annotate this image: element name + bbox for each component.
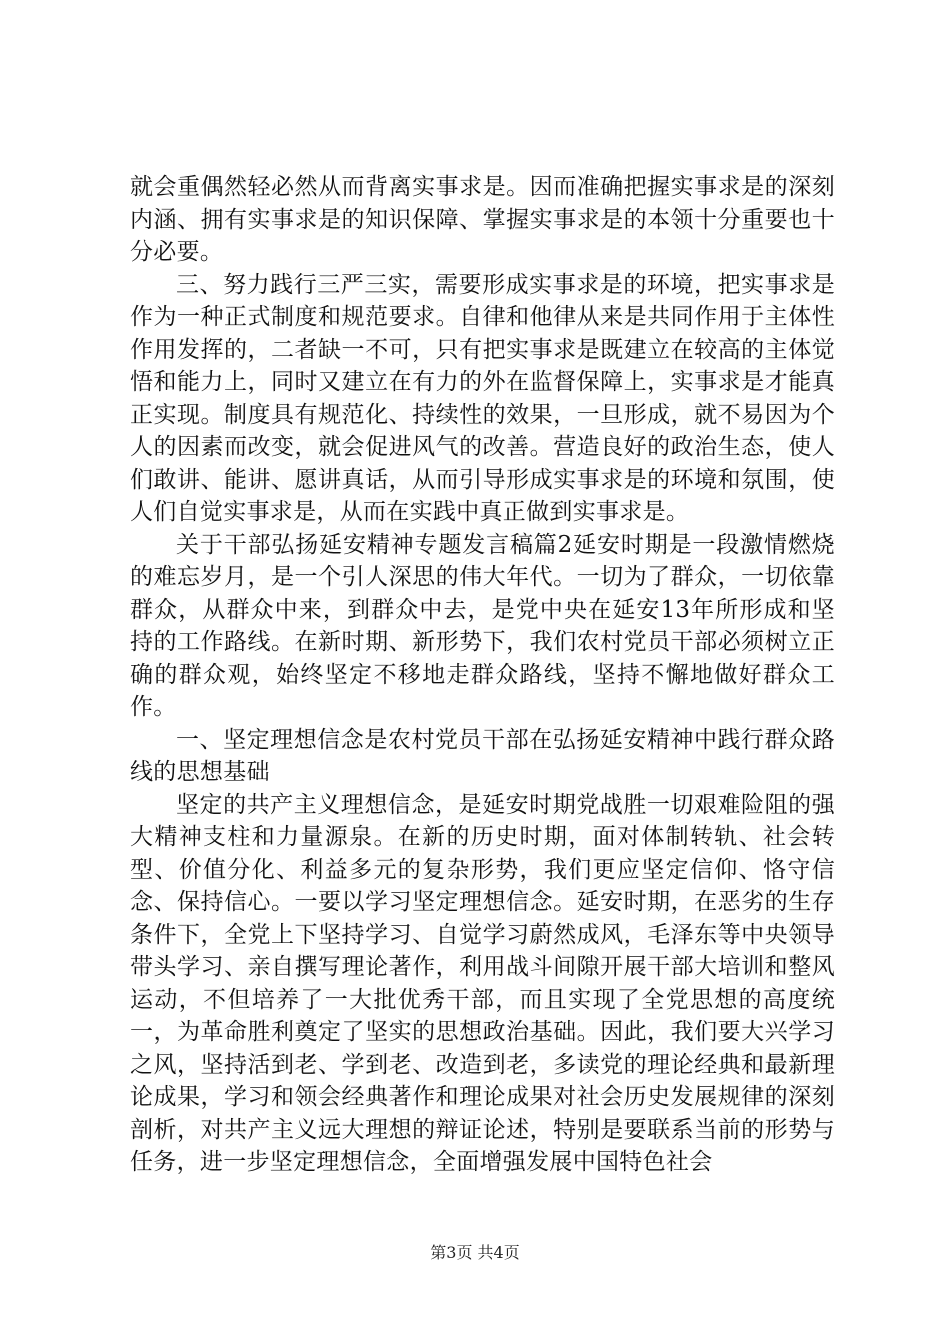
paragraph-continuation: 就会重偶然轻必然从而背离实事求是。因而准确把握实事求是的深刻内涵、拥有实事求是的知识保障、掌握实事求是的本领十分重要也十分必要。 — [130, 174, 835, 265]
page-number-footer: 第3页 共4页 — [430, 1243, 520, 1262]
paragraph-section-three: 三、努力践行三严三实，需要形成实事求是的环境，把实事求是作为一种正式制度和规范要求。自律和他律从来是共同作用于主体性作用发挥的，二者缺一不可，只有把实事求是既建立在较高的主体觉悟和能力上，同时又建立在有力的外在监督保障上，实事求是才能真正实现。制度具有规范化、持续性的效果，一旦形成，就不易因为个人的因素而改变，就会促进风气的改善。营造良好的政治生态，使人们敢讲、能讲、愿讲真话，从而引导形成实事求是的环境和氛围，使人们自觉实事求是，从而在实践中真正做到实事求是。 — [130, 271, 835, 525]
paragraph-speech-intro: 关于干部弘扬延安精神专题发言稿篇2延安时期是一段激情燃烧的难忘岁月，是一个引人深思的伟大年代。一切为了群众，一切依靠群众，从群众中来，到群众中去，是党中央在延安13年所形成和坚持的工作路线。在新时期、新形势下，我们农村党员干部必须树立正确的群众观，始终坚定不移地走群众路线，坚持不懈地做好群众工作。 — [130, 531, 835, 720]
section-heading-one: 一、坚定理想信念是农村党员干部在弘扬延安精神中践行群众路线的思想基础 — [130, 726, 835, 785]
document-body — [130, 171, 835, 1179]
paragraph-ideals-belief: 坚定的共产主义理想信念，是延安时期党战胜一切艰难险阻的强大精神支柱和力量源泉。在新的历史时期，面对体制转轨、社会转型、价值分化、利益多元的复杂形势，我们更应坚定信仰、恪守信念、保持信心。一要以学习坚定理想信念。延安时期，在恶劣的生存条件下，全党上下坚持学习、自觉学习蔚然成风，毛泽东等中央领导带头学习、亲自撰写理论著作，利用战斗间隙开展干部大培训和整风运动，不但培养了一大批优秀干部，而且实现了全党思想的高度统一，为革命胜利奠定了坚实的思想政治基础。因此，我们要大兴学习之风，坚持活到老、学到老、改造到老，多读党的理论经典和最新理论成果，学习和领会经典著作和理论成果对社会历史发展规律的深刻剖析，对共产主义远大理想的辩证论述，特别是要联系当前的形势与任务，进一步坚定理想信念，全面增强发展中国特色社会 — [130, 791, 835, 1175]
